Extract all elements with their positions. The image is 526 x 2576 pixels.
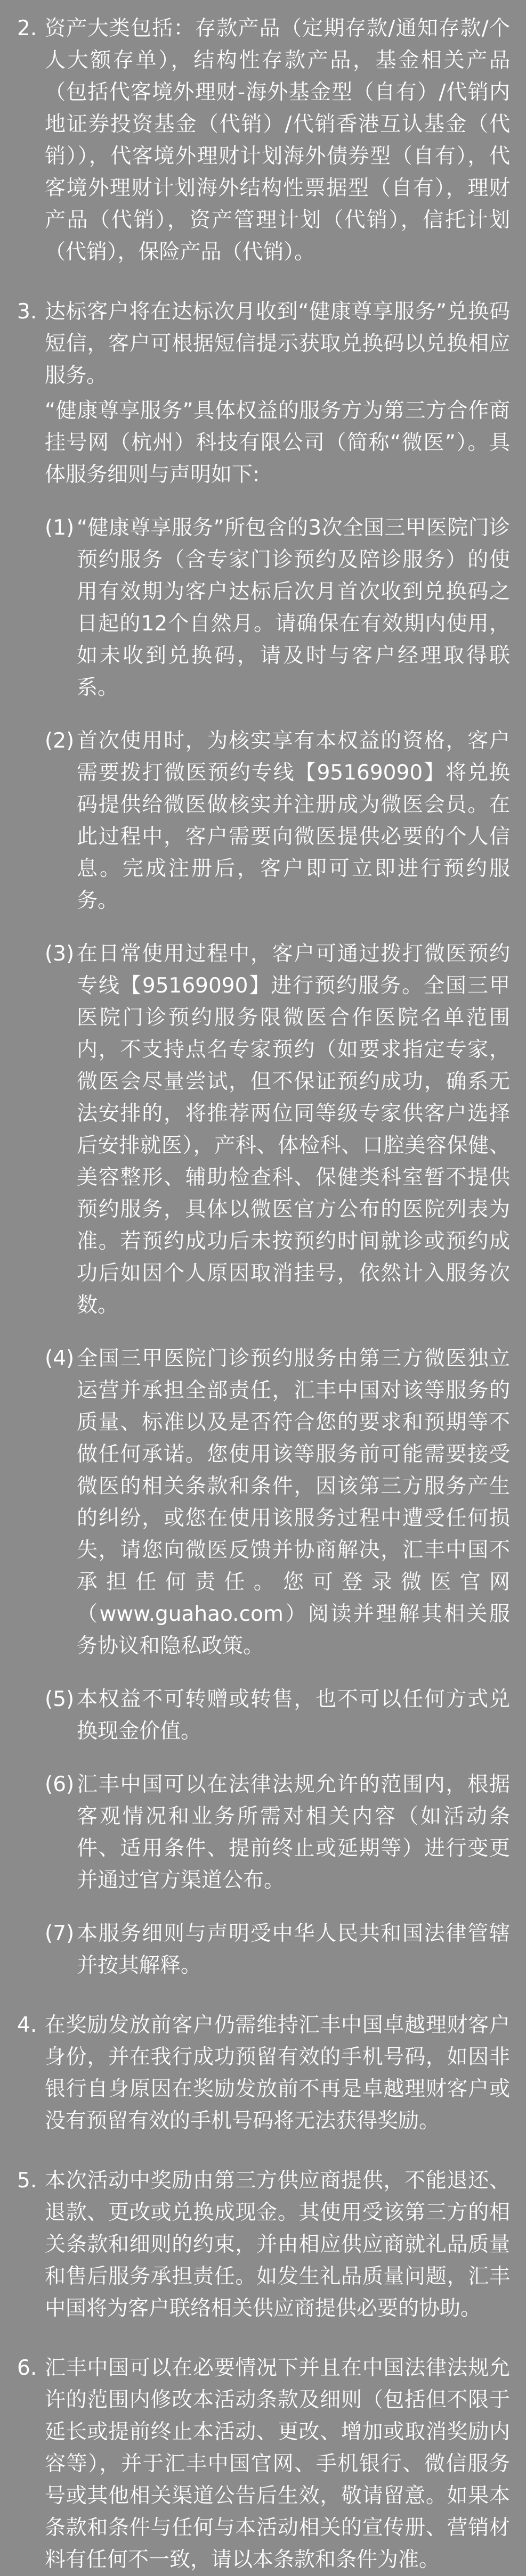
sub-item-7	[45, 1918, 510, 1982]
sub-item-text: 本权益不可转赠或转售，也不可以任何方式兑换现金价值。	[77, 1687, 510, 1743]
sub-item-number: (6)	[45, 1773, 75, 1796]
item-paragraph: 汇丰中国可以在必要情况下并且在中国法律法规允许的范围内修改本活动条款及细则（包括但不限于延长或提前终止本活动、更改、增加或取消奖励内容等），并于汇丰中国官网、手机银行、微信服务号或其他相关渠道公告后生效，敬请留意。如果本条款和条件与任何与本活动相关的宣传册、营销材料有任何不一致，请以本条款和条件为准。	[45, 2356, 510, 2572]
item-paragraph: 本次活动中奖励由第三方供应商提供，不能退还、退款、更改或兑换成现金。其使用受该第三方的相关条款和细则的约束，并由相应供应商就礼品质量和售后服务承担责任。如发生礼品质量问题，汇丰中国将为客户联络相关供应商提供必要的协助。	[45, 2169, 510, 2320]
sub-item-number: (5)	[45, 1687, 75, 1711]
sub-item-3	[45, 938, 510, 1322]
terms-item-3	[17, 296, 510, 1982]
terms-item-4	[17, 2009, 510, 2137]
item-paragraph: 在奖励发放前客户仍需维持汇丰中国卓越理财客户身份，并在我行成功预留有效的手机号码，如因非银行自身原因在奖励发放前不再是卓越理财客户或没有预留有效的手机号码将无法获得奖励。	[45, 2013, 510, 2133]
sub-item-text: 首次使用时，为核实享有本权益的资格，客户需要拨打微医预约专线【95169090】将兑换码提供给微医做核实并注册成为微医会员。在此过程中，客户需要向微医提供必要的个人信息。完成注册后，客户即可立即进行预约服务。	[77, 729, 510, 913]
sub-item-text: 在日常使用过程中，客户可通过拨打微医预约专线【95169090】进行预约服务。全国三甲医院门诊预约服务限微医合作医院名单范围内，不支持点名专家预约（如要求指定专家，微医会尽量尝试，但不保证预约成功，确系无法安排的，将推荐两位同等级专家供客户选择后安排就医），产科、体检科、口腔美容保健、美容整形、辅助检查科、保健类科室暂不提供预约服务，具体以微医官方公布的医院列表为准。若预约成功后未按预约时间就诊或预约成功后如因个人原因取消挂号，依然计入服务次数。	[77, 942, 510, 1317]
item-number: 6.	[17, 2356, 37, 2380]
sub-item-number: (3)	[45, 942, 75, 966]
terms-item-6	[17, 2352, 510, 2576]
sub-item-number: (2)	[45, 729, 75, 753]
sub-item-number: (7)	[45, 1922, 75, 1946]
item-number: 4.	[17, 2013, 37, 2037]
terms-item-2	[17, 13, 510, 268]
sub-item-2	[45, 725, 510, 917]
item-number: 2.	[17, 17, 37, 40]
sub-item-6	[45, 1769, 510, 1897]
sub-item-text: 汇丰中国可以在法律法规允许的范围内，根据客观情况和业务所需对相关内容（如活动条件、适用条件、提前终止或延期等）进行变更并通过官方渠道公布。	[77, 1773, 510, 1892]
item-paragraph: “健康尊享服务”具体权益的服务方为第三方合作商挂号网（杭州）科技有限公司（简称“微医”）。具体服务细则与声明如下:	[45, 399, 510, 487]
sub-item-text: 本服务细则与声明受中华人民共和国法律管辖并按其解释。	[77, 1922, 510, 1978]
sub-item-number: (4)	[45, 1347, 75, 1371]
sub-item-5	[45, 1684, 510, 1748]
terms-item-5	[17, 2165, 510, 2325]
sub-item-text: “健康尊享服务”所包含的3次全国三甲医院门诊预约服务（含专家门诊预约及陪诊服务）的使用有效期为客户达标后次月首次收到兑换码之日起的12个自然月。请确保在有效期内使用，如未收到兑换码，请及时与客户经理取得联系。	[77, 516, 510, 700]
item-paragraph: 资产大类包括：存款产品（定期存款/通知存款/个人大额存单），结构性存款产品，基金相关产品（包括代客境外理财-海外基金型（自有）/代销内地证券投资基金（代销）/代销香港互认基金（代销）），代客境外理财计划海外债券型（自有），代客境外理财计划海外结构性票据型（自有），理财产品（代销），资产管理计划（代销），信托计划（代销），保险产品（代销）。	[45, 17, 510, 264]
sub-item-text: 全国三甲医院门诊预约服务由第三方微医独立运营并承担全部责任，汇丰中国对该等服务的质量、标准以及是否符合您的要求和预期等不做任何承诺。您使用该等服务前可能需要接受微医的相关条款和条件，因该第三方服务产生的纠纷，或您在使用该服务过程中遭受任何损失，请您向微医反馈并协商解决，汇丰中国不承担任何责任。您可登录微医官网（www.guahao.com）阅读并理解其相关服务协议和隐私政策。	[77, 1347, 510, 1658]
sub-item-1	[45, 512, 510, 704]
item-number: 5.	[17, 2169, 37, 2193]
sub-item-4	[45, 1343, 510, 1662]
sub-item-number: (1)	[45, 516, 75, 540]
item-paragraph: 达标客户将在达标次月收到“健康尊享服务”兑换码短信，客户可根据短信提示获取兑换码以兑换相应服务。	[45, 300, 510, 388]
item-number: 3.	[17, 300, 37, 324]
